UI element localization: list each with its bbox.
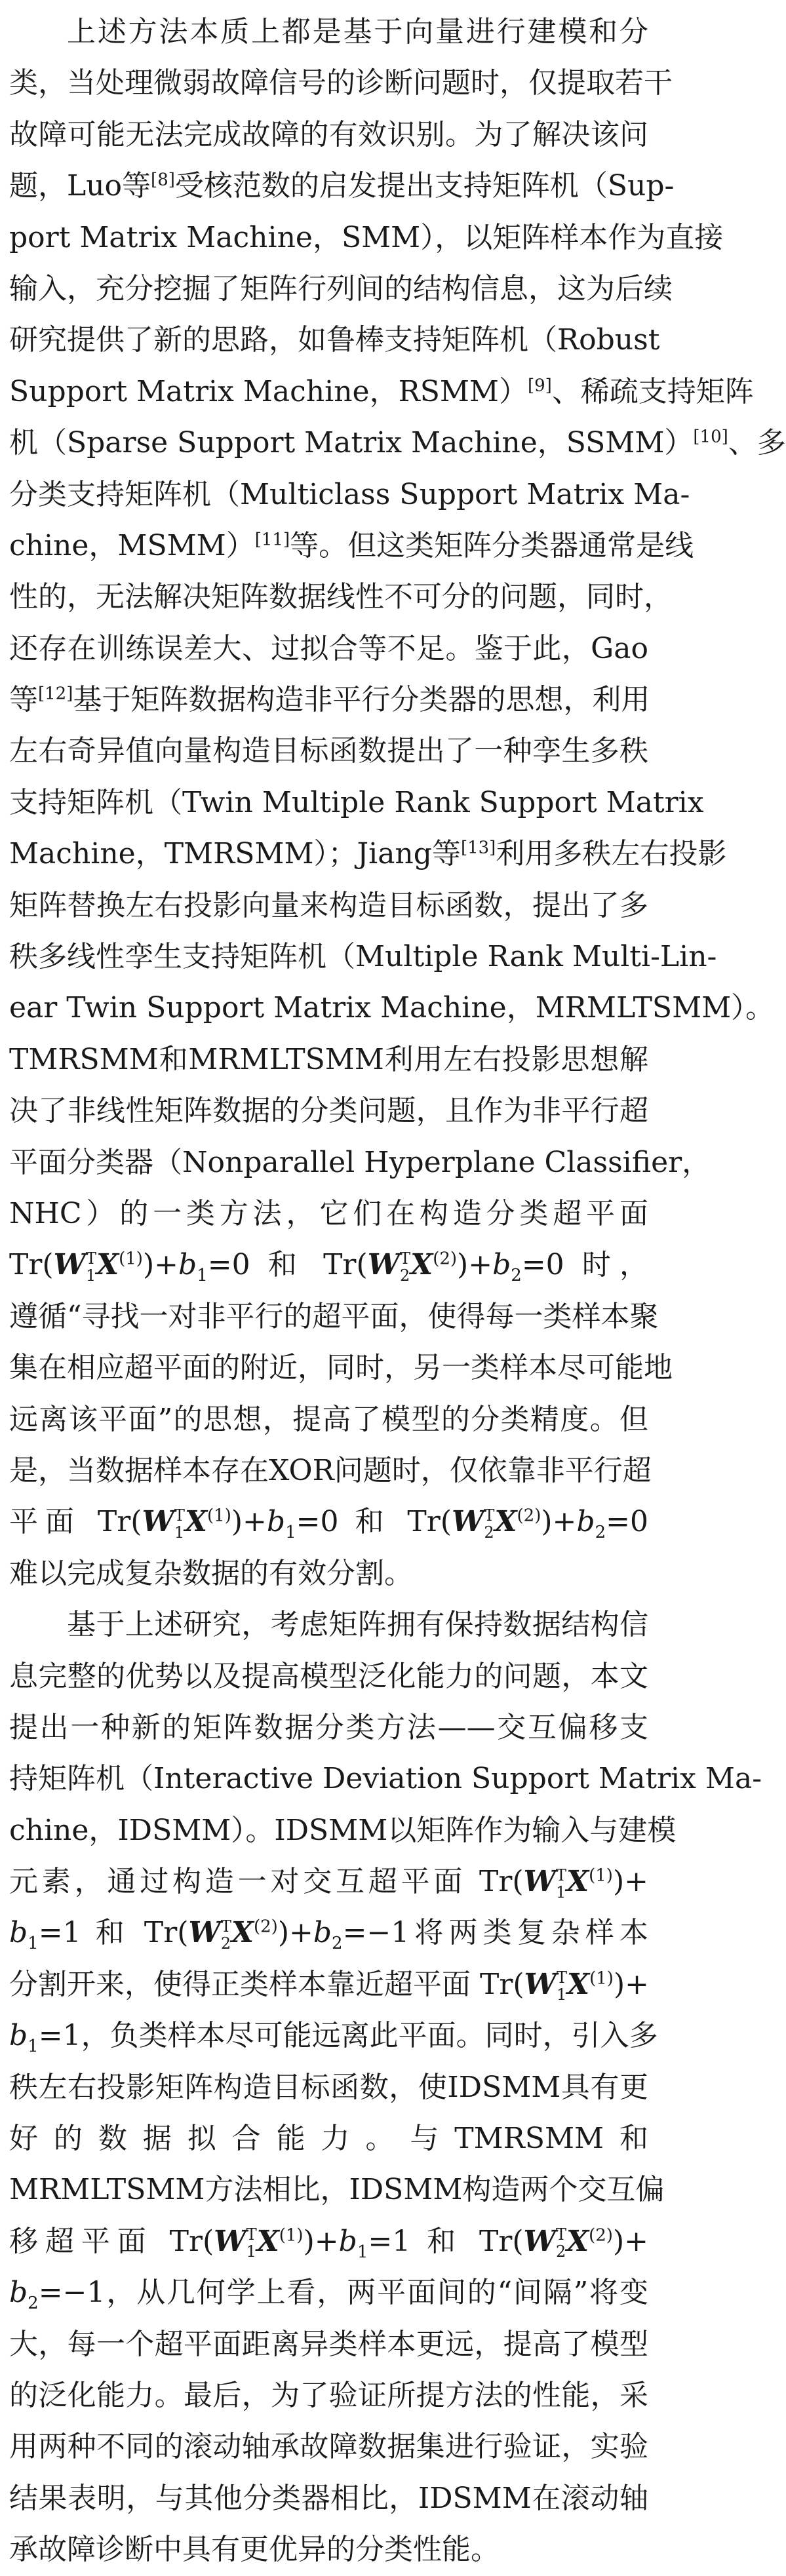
text-line: 平面 Tr(W T 1 $X^{(1)})+b_1=0$ 和 Tr(W T 2 $X^{(2)})+b_2=0$: [9, 1505, 648, 1543]
text-line: 故障可能无法完成故障的有效识别。为了解决该问: [9, 117, 648, 151]
text-line: 还存在训练误差大、过拟合等不足。鉴于此，Gao: [9, 631, 648, 665]
text-line: 决了非线性矩阵数据的分类问题，且作为非平行超: [9, 1094, 648, 1128]
text-line: 好的数据拟合能力。与TMRSMM和: [9, 2122, 648, 2156]
text-line: NHC）的一类方法，它们在构造分类超平面: [9, 1196, 648, 1230]
text-line: 持矩阵机（Interactive Deviation Support Matrix Ma-: [9, 1762, 762, 1796]
text-line: 矩阵替换左右投影向量来构造目标函数，提出了多: [9, 888, 648, 922]
text-line: $b_1=1$ 和 Tr(W T 2 $X^{(2)})+b_2=-1$将两类复杂样本: [9, 1916, 648, 1954]
text-line: 的泛化能力。最后，为了验证所提方法的性能，采: [9, 2378, 648, 2412]
text-line: TMRSMM和MRMLTSMM利用左右投影思想解: [9, 1042, 648, 1076]
text-line: 平面分类器（Nonparallel Hyperplane Classifier，: [9, 1145, 711, 1179]
text-line: Machine，TMRSMM）；Jiang等[13]利用多秩左右投影: [9, 837, 727, 871]
text-line: 集在相应超平面的附近，同时，另一类样本尽可能地: [9, 1351, 673, 1385]
text-line: 分类支持矩阵机（Multiclass Support Matrix Ma-: [9, 477, 690, 511]
text-line: chine，MSMM）[11]等。但这类矩阵分类器通常是线: [9, 528, 694, 562]
text-line: ear Twin Support Matrix Machine，MRMLTSMM）。: [9, 991, 775, 1025]
text-line: 上述方法本质上都是基于向量进行建模和分: [67, 15, 648, 49]
text-line: Support Matrix Machine，RSMM）[9]、稀疏支持矩阵: [9, 374, 754, 408]
text-line: 远离该平面”的思想，提高了模型的分类精度。但: [9, 1402, 648, 1436]
text-line: Tr(W T 1 $X^{(1)})+b_1=0$ 和 Tr(W T 2 $X^{(2)})+b_2=0$ 时，: [9, 1248, 648, 1286]
text-line: port Matrix Machine，SMM），以矩阵样本作为直接: [9, 220, 724, 254]
text-line: 秩多线性孪生支持矩阵机（Multiple Rank Multi-Lin-: [9, 940, 717, 974]
text-line: 分割开来，使得正类样本靠近超平面 Tr(W T 1 $X^{(1)})+$: [9, 1967, 650, 2004]
text-line: 机（Sparse Support Matrix Machine，SSMM）[10]、多: [9, 426, 786, 460]
text-line: 移超平面 Tr(W T 1 $X^{(1)})+b_1=1$ 和 Tr(W T 2 $X^{(2)})+$: [9, 2224, 648, 2262]
text-line: 左右奇异值向量构造目标函数提出了一种孪生多秩: [9, 734, 648, 768]
text-line: 用两种不同的滚动轴承故障数据集进行验证，实验: [9, 2430, 648, 2464]
text-line: chine，IDSMM）。IDSMM以矩阵作为输入与建模: [9, 1813, 677, 1847]
text-line: 承故障诊断中具有更优异的分类性能。: [9, 2533, 500, 2567]
text-line: 遵循“寻找一对非平行的超平面，使得每一类样本聚: [9, 1299, 659, 1333]
text-line: 输入，充分挖掘了矩阵行列间的结构信息，这为后续: [9, 271, 673, 305]
text-line: 秩左右投影矩阵构造目标函数，使IDSMM具有更: [9, 2070, 648, 2104]
paragraph-1: [9, 7, 786, 1599]
text-line: 类，当处理微弱故障信号的诊断问题时，仅提取若干: [9, 66, 673, 100]
text-line: 元素，通过构造一对交互超平面 Tr(W T 1 $X^{(1)})+$: [9, 1865, 648, 1902]
text-line: 支持矩阵机（Twin Multiple Rank Support Matrix: [9, 785, 704, 819]
text-line: 等[12]基于矩阵数据构造非平行分类器的思想，利用: [9, 683, 650, 717]
text-line: 是，当数据样本存在XOR问题时，仅依靠非平行超: [9, 1453, 652, 1487]
text-line: 研究提供了新的思路，如鲁棒支持矩阵机（Robust: [9, 323, 660, 357]
text-line: 提出一种新的矩阵数据分类方法——交互偏移支: [9, 1710, 648, 1744]
text-line: $b_2=-1$，从几何学上看，两平面间的“间隔”将变: [9, 2276, 648, 2313]
text-line: 大，每一个超平面距离异类样本更远，提高了模型: [9, 2327, 648, 2361]
text-line: 题，Luo等[8]受核范数的启发提出支持矩阵机（Sup-: [9, 169, 675, 203]
text-line: 基于上述研究，考虑矩阵拥有保持数据结构信: [67, 1608, 648, 1642]
text-line: 结果表明，与其他分类器相比，IDSMM在滚动轴: [9, 2481, 648, 2515]
text-line: $b_1=1$，负类样本尽可能远离此平面。同时，引入多: [9, 2019, 658, 2057]
paragraph-2: [9, 1599, 762, 2575]
text-line: 息完整的优势以及提高模型泛化能力的问题，本文: [9, 1659, 648, 1693]
text-line: MRMLTSMM方法相比，IDSMM构造两个交互偏: [9, 2173, 665, 2207]
text-line: 难以完成复杂数据的有效分割。: [9, 1556, 413, 1590]
text-line: 性的，无法解决矩阵数据线性不可分的问题，同时，: [9, 580, 673, 614]
